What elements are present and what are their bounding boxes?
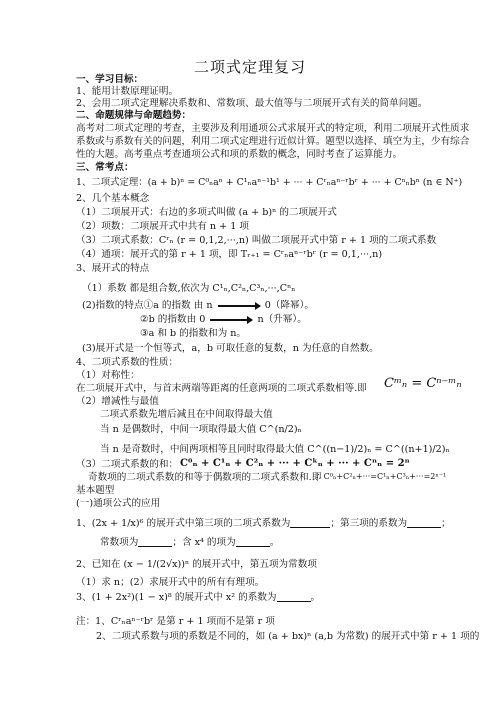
- text-line: 高考对二项式定理的考查，主要涉及利用通项公式求展开式的特定项，利用二项展开式性质求: [76, 123, 470, 134]
- exponent-feature-line: [82, 300, 314, 312]
- question-2-subparts: （1）求 n；(2）求展开式中的所有有理项。: [76, 577, 265, 588]
- question-3-end: 。: [310, 592, 321, 603]
- section-heading: (一)通项公式的应用: [76, 498, 161, 509]
- question-1-text-4: ；含 x⁴ 的项为: [172, 537, 236, 548]
- text-line: 当 n 是奇数时，中间两项相等且同时取得最大值 C^((n−1)/2)ₙ = C^((n+1)/2)ₙ: [100, 444, 450, 455]
- text-line: （3）二项式系数的和：: [76, 459, 179, 470]
- general-term-line: （4）通项：展开式的第 r + 1 项，即 Tᵣ₊₁ = Cʳₙaⁿ⁻ʳbʳ (r = 0,1,···,n): [76, 249, 383, 260]
- text-line: （2）增减性与最值: [76, 396, 159, 407]
- question-1-text-2: ；第三项的系数为: [330, 518, 408, 529]
- text-line: （3）二项式系数：Cʳₙ (r = 0,1,2,···,n) 叫做二项展开式中第 r + 1 项的二项式系数: [76, 235, 437, 246]
- text-line: 当 n 是偶数时，中间一项取得最大值 C^(n/2)ₙ: [100, 424, 302, 435]
- binomial-theorem-formula: 1、二项式定理：(a + b)ⁿ = C⁰ₙaⁿ + C¹ₙaⁿ⁻¹b¹ + ··· + Cʳₙaⁿ⁻ʳbʳ + ··· + Cⁿₙbⁿ (n ∈ N⁺): [76, 177, 463, 188]
- text-line: 在二项展开式中，与首末两端等距离的任意两项的二项式系数相等.即: [76, 383, 367, 394]
- text-line: （1）二项展开式：右边的多项式叫做 (a + b)ⁿ 的二项展开式: [76, 207, 337, 218]
- page-title: 二项式定理复习: [193, 58, 306, 76]
- question-3-line: [76, 591, 320, 604]
- text-line: 性的大题。高考重点考查通项公式和项的系数的概念，同时考查了运算能力。: [76, 149, 403, 160]
- question-1-line-2: [100, 536, 279, 549]
- text-line: 奇数项的二项式系数的和等于偶数项的二项式系数和.即: [88, 472, 322, 483]
- answer-blank[interactable]: [236, 536, 270, 547]
- question-3-text: 3、(1 + 2x²)(1 − x)⁸ 的展开式中 x² 的系数为: [76, 592, 277, 603]
- text-line: 二项式系数先增后减且在中间取得最大值: [100, 409, 273, 420]
- question-1-text-3: 常数项为: [100, 537, 139, 548]
- text-line: 4、二项式系数的性质：: [76, 357, 179, 368]
- answer-blank[interactable]: [138, 536, 172, 547]
- text-line: 2、几个基本概念: [76, 193, 150, 204]
- exponent-a-end: 0（降幂）。: [264, 300, 314, 311]
- coefficient-sum-formula: C⁰ₙ + C¹ₙ + C²ₙ + ··· + Cᵏₙ + ··· + Cⁿₙ = 2ⁿ: [180, 458, 410, 469]
- text-line: （2）项数：二项展开式中共有 n + 1 项: [76, 221, 249, 232]
- text-line: （1）对称性：: [76, 370, 140, 381]
- text-line: (3)展开式是一个恒等式，a，b 可取任意的复数，n 为任意的自然数。: [82, 343, 379, 354]
- exponent-a-text: (2)指数的特点①a 的指数 由 n: [82, 300, 213, 311]
- section-heading: 基本题型: [76, 485, 115, 496]
- exponent-b-text: ②b 的指数由 0: [140, 314, 206, 325]
- answer-blank[interactable]: [407, 517, 441, 528]
- odd-even-sum-formula: ∴ C⁰ₙ+C²ₙ+···=C¹ₙ+C³ₙ+···=2ⁿ⁻¹: [316, 472, 447, 481]
- answer-blank[interactable]: [290, 517, 330, 528]
- section-heading: 三、常考点：: [76, 162, 134, 173]
- text-line: ③a 和 b 的指数和为 n。: [140, 328, 246, 339]
- text-line: 系数或与系数有关的问题，利用二项式定理进行近似计算。题型以选择、填空为主，少有综合: [76, 136, 470, 147]
- arrow-icon: [218, 305, 260, 307]
- note-line: 注：1、Cʳₙaⁿ⁻ʳbʳ 是第 r + 1 项而不是第 r 项: [76, 616, 275, 627]
- note-line: 2、二项式系数与项的系数是不同的，如 (a + bx)ⁿ (a,b 为常数) 的展开式中第 r + 1 项的: [96, 631, 480, 642]
- exponent-b-line: [140, 314, 307, 326]
- symmetry-formula: Cᵐₙ = Cⁿ⁻ᵐₙ: [384, 376, 462, 391]
- section-heading: 二、命题规律与命题趋势：: [76, 110, 192, 121]
- text-line: 1、能用计数原理证明。: [76, 86, 179, 97]
- question-1-end: ；: [441, 518, 451, 529]
- text-line: 2、会用二项式定理解决系数和、常数项、最大值等与二项展开式有关的简单问题。: [76, 98, 428, 109]
- question-1-end-2: 。: [269, 537, 280, 548]
- section-heading: 一、学习目标：: [76, 74, 144, 85]
- arrow-icon: [210, 319, 252, 321]
- answer-blank[interactable]: [277, 591, 311, 602]
- coefficient-feature-line: （1）系数 都是组合数,依次为 C¹ₙ,C²ₙ,C³ₙ,···,Cⁿₙ: [82, 283, 296, 294]
- exponent-b-end: n（升幂）。: [257, 314, 307, 325]
- question-2-line: 2、已知在 (x − 1/(2√x))ⁿ 的展开式中，第五项为常数项: [76, 559, 317, 570]
- question-1-line: [76, 517, 451, 530]
- question-1-text: 1、(2x + 1/x)⁶ 的展开式中第三项的二项式系数为: [76, 518, 291, 529]
- text-line: 3、展开式的特点: [76, 263, 150, 274]
